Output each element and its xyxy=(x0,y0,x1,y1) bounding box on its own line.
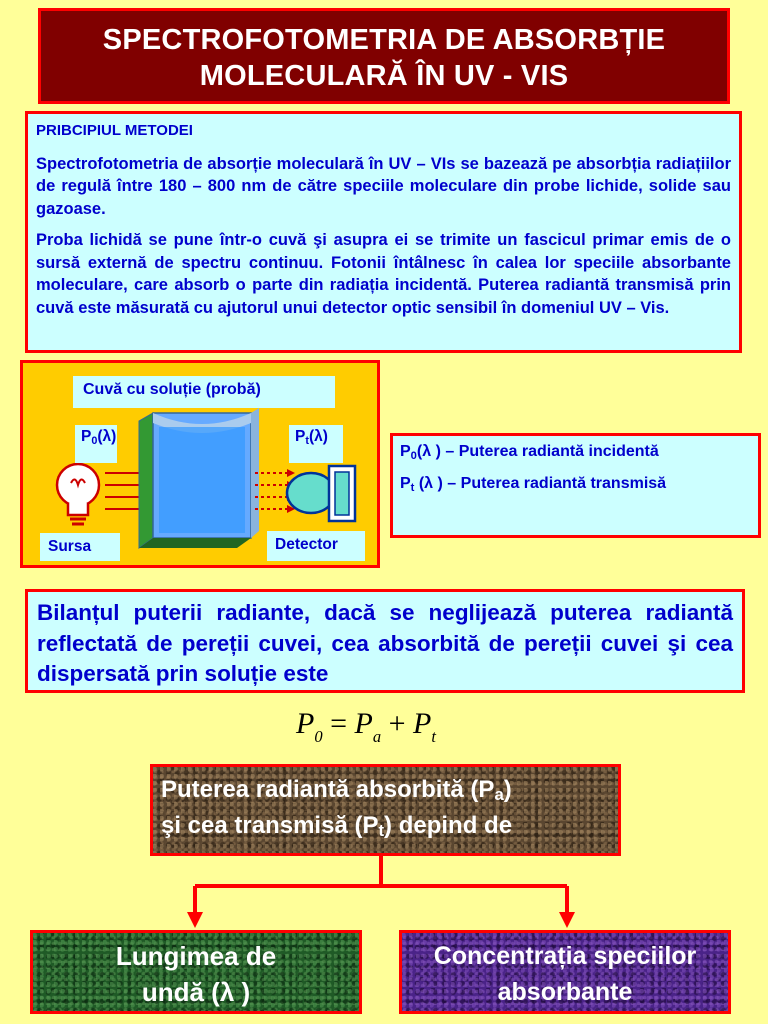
title-line-2: MOLECULARĂ ÎN UV - VIS xyxy=(199,60,569,92)
page-title xyxy=(38,8,730,104)
principle-box xyxy=(25,111,742,353)
cuvette-label: Cuvă cu soluție (probă) xyxy=(73,376,335,408)
wavelength-line-2: undă (λ ) xyxy=(141,977,251,1007)
arrow-down-icon xyxy=(187,912,203,928)
wavelength-line-1: Lungimea de xyxy=(115,941,277,971)
cuvette-icon xyxy=(139,408,259,548)
title-line-1: SPECTROFOTOMETRIA DE ABSORBȚIE xyxy=(102,24,666,56)
wavelength-box xyxy=(30,930,362,1014)
power-balance-equation: $P_0 = P_a + P_t$ xyxy=(296,707,436,746)
spectrophotometer-diagram xyxy=(20,360,380,568)
depends-line-2: şi cea transmisă $(P_t)$ depind de xyxy=(161,812,513,840)
incident-power-label: $P_0(\lambda)$ xyxy=(75,425,117,463)
concentration-line-1: Concentrația speciilor xyxy=(433,942,697,970)
depends-line-1: Puterea radiantă absorbită $(P_a)$ xyxy=(161,776,512,804)
principle-paragraph-1: Spectrofotometria de absorție moleculară în UV – VIs se bazează pe absorbția radiațiilor de regulă între 180 – 800 nm de către speciile moleculare din probe lichide, solide sau gazoase. xyxy=(36,154,731,218)
concentration-line-2: absorbante xyxy=(497,978,633,1006)
definitions-box xyxy=(390,433,761,538)
concentration-box xyxy=(399,930,731,1014)
source-label: Sursa xyxy=(40,533,120,561)
depends-box xyxy=(150,764,621,856)
light-bulb-icon xyxy=(57,464,99,524)
detector-label: Detector xyxy=(267,531,365,561)
principle-heading: PRIBCIPIUL METODEI xyxy=(36,122,193,139)
transmitted-power-label: $P_t(\lambda)$ xyxy=(289,425,343,463)
balance-box xyxy=(25,589,745,693)
definition-incident: $P_0(\lambda$ ) – Puterea radiantă incidentă xyxy=(400,443,659,462)
detector-icon xyxy=(287,466,355,521)
balance-text: Bilanțul puterii radiante, dacă se neglijează puterea radiantă reflectată de pereții cuvei, cea absorbită de pereții cuvei şi cea dispersată prin soluție este xyxy=(37,600,733,686)
transmitted-beams xyxy=(255,473,287,509)
arrow-down-icon xyxy=(559,912,575,928)
definition-transmitted: $P_t$ (λ ) – Puterea radiantă transmisă xyxy=(400,475,667,494)
principle-paragraph-2: Proba lichidă se pune într-o cuvă şi asupra ei se trimite un fascicul primar emis de o sursă externă de spectru continuu. Fotonii întâlnesc în calea lor speciile absorbante moleculare, care absorb o parte din radiația incidentă. Puterea radiantă transmisă prin cuvă este măsurată cu ajutorul unui detector optic sensibil în domeniul UV – Vis. xyxy=(36,231,731,317)
